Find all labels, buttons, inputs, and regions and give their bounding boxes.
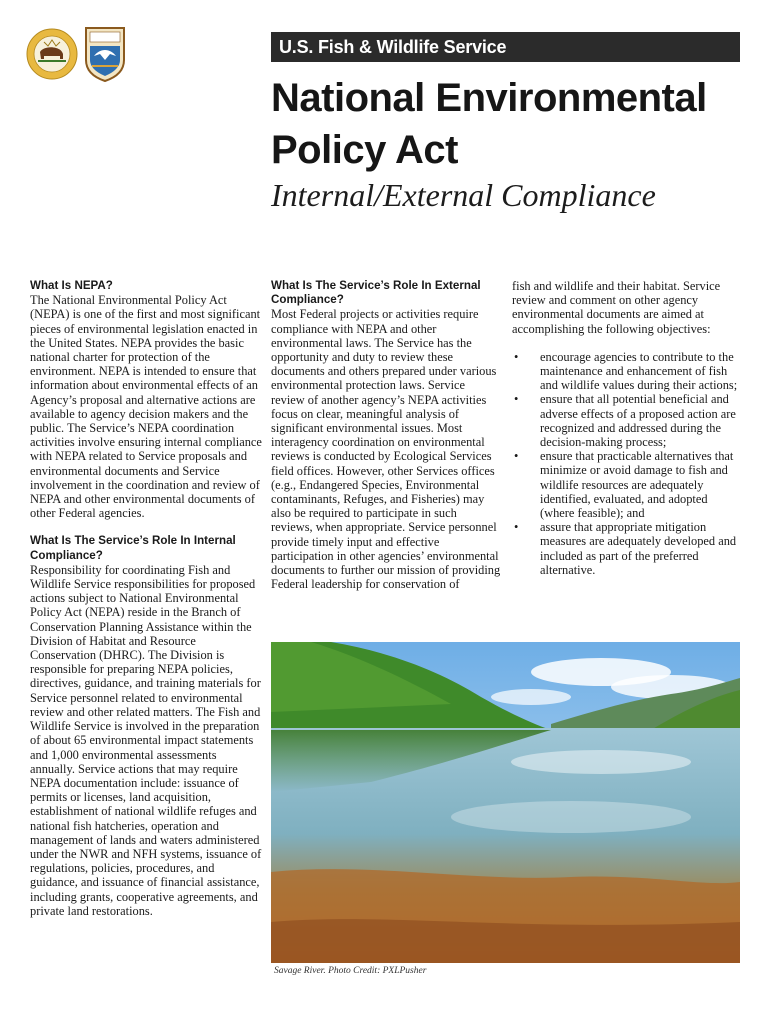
list-item: • encourage agencies to contribute to the maintenance and enhancement of fish and wildlife values during their actions;: [514, 349, 738, 393]
column-2: [271, 279, 501, 591]
bullet: •: [514, 392, 519, 407]
bullet: •: [514, 520, 519, 535]
section-body-internal-compliance: Responsibility for coordinating Fish and Wildlife Service responsibilities for proposed actions subject to National Environmental Policy Act (NEPA) reside in the Branch of Conservation Planning Assistance within the Division of Habitat and Resource Conservation (DHRC). The Division is responsible for preparing NEPA policies, directives, guidance, and training materials for Service personnel related to environmental review and other related matters. The Fish and Wildlife Service is involved in the preparation of about 65 environmental impact statements and 1,000 environmental assessments annually. Service actions that may require NEPA documentation include: issuance of permits or licenses, land acquisition, establishment of national wildlife refuges and national fish hatcheries, operation and management of lands and waters administered under the NWR and NFH systems, issuance of regulations, policies, procedures, and guidance, and issuance of financial assistance, including grants, cooperative agreements, and private land restorations.: [30, 562, 262, 918]
bullet: •: [514, 449, 519, 464]
title-line-1: National Environmental: [271, 76, 707, 120]
list-item: • ensure that all potential beneficial and adverse effects of a proposed action are recognized and addressed during the decision-making process;: [514, 392, 736, 450]
page-subtitle: Internal/External Compliance: [271, 177, 656, 213]
continued-paragraph: fish and wildlife and their habitat. Service review and comment on other agency environmental documents are aimed at accomplishing the following objectives:: [512, 279, 721, 336]
fws-shield-icon: [84, 26, 126, 82]
section-heading-internal-compliance: What Is The Service’s Role In Internal Compliance?: [30, 534, 236, 562]
section-heading-what-is-nepa: What Is NEPA?: [30, 279, 113, 292]
agency-name: U.S. Fish & Wildlife Service: [279, 37, 507, 57]
column-1: [30, 279, 262, 918]
photo-caption: Savage River. Photo Credit: PXLPusher: [274, 966, 427, 976]
objectives-list: [512, 350, 744, 577]
agency-banner: [271, 32, 740, 62]
bullet: •: [514, 349, 519, 364]
column-3: [512, 279, 744, 577]
section-body-what-is-nepa: The National Environmental Policy Act (NEPA) is one of the first and most significant pieces of environmental legislation enacted in the United States. NEPA provides the basic national charter for protection of the environment. NEPA is intended to ensure that information about environmental effects of an Agency’s proposal and alternative actions are available to agency decision makers and the public. The Service’s NEPA coordination activities involve ensuring internal compliance with NEPA related to Service proposals and environmental documents and Service involvement in the coordination and review of NEPA and other environmental documents of other Federal agencies.: [30, 293, 262, 521]
list-item: • ensure that practicable alternatives that minimize or avoid damage to fish and wildlife resources are adequately identified, evaluated, and adopted (where feasible); and: [514, 449, 734, 521]
section-body-external-compliance: Most Federal projects or activities require compliance with NEPA and other environmental laws. The Service has the opportunity and duty to review these documents and others prepared under various environmental protection laws. Service review of another agency’s NEPA activities focus on clear, meaningful analysis of significant environmental issues. Most interagency coordination on environmental reviews is conducted by Ecological Services field offices. However, other Services offices (e.g., Endangered Species, Environmental contaminants, Refuges, and Fisheries) may also be required to participate in such reviews, when appropriate. Service personnel provide timely input and effective participation in other agencies’ environmental documents to further our mission of providing Federal leadership for conservation of: [271, 307, 501, 592]
logos: [26, 26, 126, 82]
title-line-2: Policy Act: [271, 128, 458, 172]
river-photo: [271, 642, 740, 963]
department-of-interior-seal-icon: [26, 28, 78, 80]
page-title: [271, 72, 751, 176]
section-heading-external-compliance: What Is The Service’s Role In External Compliance?: [271, 279, 481, 307]
river-landscape-image: [271, 642, 740, 963]
list-item: • assure that appropriate mitigation measures are adequately developed and included as part of the preferred alternative.: [514, 520, 737, 577]
